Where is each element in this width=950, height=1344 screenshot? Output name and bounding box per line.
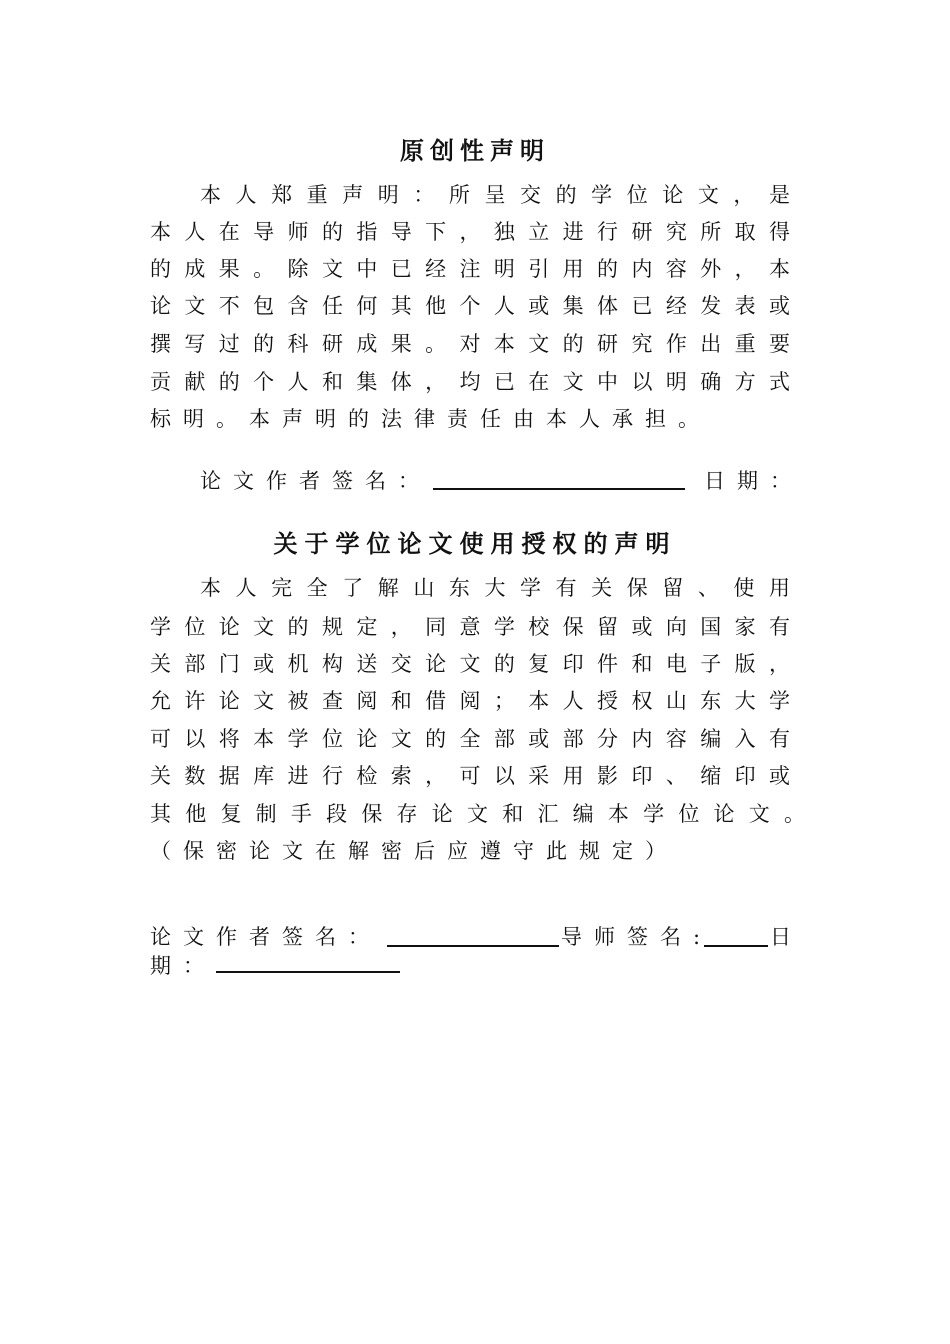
declaration2-author-signature-label: 论文作者签名：: [150, 925, 381, 949]
declaration2-line-4: 允许论文被查阅和借阅；本人授权山东大学: [150, 689, 790, 713]
authorization-declaration-title: 关于学位论文使用授权的声明: [273, 529, 677, 558]
declaration2-line-2: 学位论文的规定，同意学校保留或向国家有: [150, 615, 790, 639]
declaration2-author-signature-blank[interactable]: [387, 945, 559, 947]
declaration2-line-7: 其他复制手段保存论文和汇编本学位论文。: [150, 802, 805, 826]
declaration1-line-5: 撰写过的科研成果。对本文的研究作出重要: [150, 332, 790, 356]
declaration2-line-8: （保密论文在解密后应遵守此规定）: [150, 839, 678, 863]
declaration1-signature-label: 论文作者签名：: [200, 469, 431, 493]
declaration1-line-7: 标明。本声明的法律责任由本人承担。: [150, 407, 711, 431]
declaration1-date-label: 日期：: [704, 469, 803, 493]
declaration2-line-3: 关部门或机构送交论文的复印件和电子版，: [150, 652, 790, 676]
declaration2-line-5: 可以将本学位论文的全部或部分内容编入有: [150, 727, 790, 751]
declaration2-advisor-signature-label: 导师签名:: [561, 925, 713, 949]
declaration2-line-1: 本人完全了解山东大学有关保留、使用: [200, 576, 790, 600]
declaration1-line-3: 的成果。除文中已经注明引用的内容外，本: [150, 257, 790, 281]
declaration2-date-blank[interactable]: [216, 971, 400, 973]
declaration1-line-2: 本人在导师的指导下，独立进行研究所取得: [150, 220, 790, 244]
declaration1-line-6: 贡献的个人和集体，均已在文中以明确方式: [150, 370, 790, 394]
declaration2-date-label-part2: 期：: [150, 954, 216, 978]
declaration2-line-6: 关数据库进行检索，可以采用影印、缩印或: [150, 764, 790, 788]
declaration2-date-label-part1: 日: [770, 925, 791, 949]
originality-declaration-title: 原创性声明: [400, 136, 550, 165]
declaration2-advisor-signature-blank[interactable]: [704, 945, 768, 947]
declaration1-line-4: 论文不包含任何其他个人或集体已经发表或: [150, 294, 790, 318]
declaration1-signature-blank[interactable]: [433, 488, 685, 490]
declaration1-line-1: 本人郑重声明：所呈交的学位论文，是: [200, 183, 790, 207]
